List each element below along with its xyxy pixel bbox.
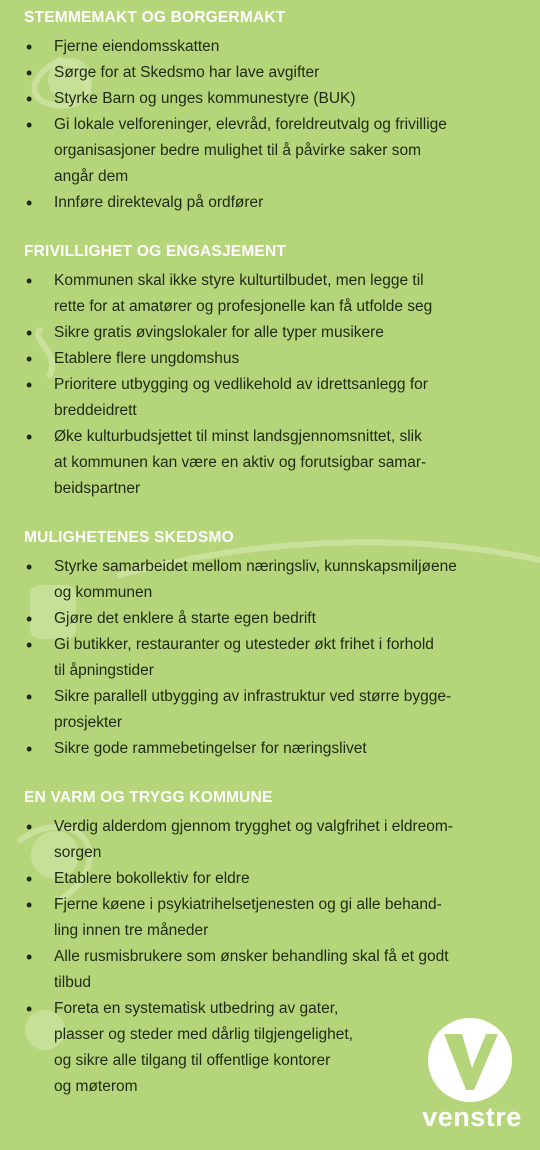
list-item-line: plasser og steder med dårlig tilgjengelighet, — [54, 1026, 353, 1043]
venstre-v-logo-icon — [428, 1018, 512, 1102]
list-item — [24, 320, 516, 346]
list-item-line: • Gi butikker, restauranter og utesteder økt frihet i forhold — [54, 636, 434, 653]
section — [24, 242, 516, 502]
list-item-line: • Øke kulturbudsjettet til minst landsgjennomsnittet, slik — [54, 428, 422, 445]
list-item — [24, 944, 516, 996]
list-item-line: • Styrke Barn og unges kommunestyre (BUK) — [54, 90, 356, 107]
list-item-line: rette for at amatører og profesjonelle kan få utfolde seg — [54, 298, 433, 315]
list-item-line: • Sørge for at Skedsmo har lave avgifter — [54, 64, 320, 81]
list-item-line: • Sikre parallell utbygging av infrastruktur ved større bygge- — [54, 688, 452, 705]
list-item-line: • Gjøre det enklere å starte egen bedrift — [54, 610, 316, 627]
list-item — [24, 554, 516, 606]
list-item-line: sorgen — [54, 844, 102, 861]
section-title: EN VARM OG TRYGG KOMMUNE — [24, 789, 273, 806]
section-title: STEMMEMAKT OG BORGERMAKT — [24, 9, 286, 26]
list-item-line: • Foreta en systematisk utbedring av gater, — [54, 1000, 339, 1017]
list-item — [24, 606, 516, 632]
section-title: MULIGHETENES SKEDSMO — [24, 529, 234, 546]
section — [24, 8, 516, 216]
list-item-line: • Styrke samarbeidet mellom næringsliv, kunnskapsmiljøene — [54, 558, 457, 575]
bullet-list — [24, 268, 516, 502]
list-item-line: • Gi lokale velforeninger, elevråd, foreldreutvalg og frivillige — [54, 116, 447, 133]
list-item-line: • Fjerne køene i psykiatrihelsetjenesten og gi alle behand- — [54, 896, 442, 913]
list-item — [24, 372, 516, 424]
list-item — [24, 346, 516, 372]
list-item-line: • Sikre gratis øvingslokaler for alle typer musikere — [54, 324, 384, 341]
logo-text: venstre — [422, 1102, 522, 1132]
list-item — [24, 632, 516, 684]
list-item-line: • Etablere flere ungdomshus — [54, 350, 240, 367]
list-item — [24, 60, 516, 86]
list-item-line: tilbud — [54, 974, 92, 991]
list-item-line: • Kommunen skal ikke styre kulturtilbudet, men legge til — [54, 272, 424, 289]
bullet-list — [24, 34, 516, 216]
list-item-line: • Fjerne eiendomsskatten — [54, 38, 220, 55]
list-item — [24, 112, 516, 190]
list-item-line: • Prioritere utbygging og vedlikehold av idrettsanlegg for — [54, 376, 428, 393]
section — [24, 528, 516, 762]
list-item-line: • Verdig alderdom gjennom trygghet og valgfrihet i eldreom- — [54, 818, 453, 835]
list-item — [24, 268, 516, 320]
list-item-line: • Alle rusmisbrukere som ønsker behandling skal få et godt — [54, 948, 449, 965]
list-item-line: prosjekter — [54, 714, 123, 731]
list-item-line: til åpningstider — [54, 662, 154, 679]
list-item — [24, 736, 516, 762]
list-item — [24, 86, 516, 112]
list-item-line: organisasjoner bedre mulighet til å påvirke saker som — [54, 142, 422, 159]
list-item-line: beidspartner — [54, 480, 141, 497]
list-item — [24, 424, 516, 502]
list-item — [24, 814, 516, 866]
list-item-line: og kommunen — [54, 584, 153, 601]
list-item-line: angår dem — [54, 168, 129, 185]
list-item-line: breddeidrett — [54, 402, 137, 419]
list-item-line: og sikre alle tilgang til offentlige kontorer — [54, 1052, 331, 1069]
list-item-line: at kommunen kan være en aktiv og forutsigbar samar- — [54, 454, 427, 471]
list-item-line: og møterom — [54, 1078, 138, 1095]
list-item-line: • Etablere bokollektiv for eldre — [54, 870, 250, 887]
bullet-list — [24, 554, 516, 762]
list-item — [24, 684, 516, 736]
list-item — [24, 866, 516, 892]
list-item — [24, 892, 516, 944]
list-item — [24, 34, 516, 60]
section-title: FRIVILLIGHET OG ENGASJEMENT — [24, 243, 287, 260]
venstre-logo — [412, 1018, 532, 1146]
list-item-line: • Sikre gode rammebetingelser for næringslivet — [54, 740, 367, 757]
list-item — [24, 190, 516, 216]
list-item-line: • Innføre direktevalg på ordfører — [54, 194, 264, 211]
list-item-line: ling innen tre måneder — [54, 922, 209, 939]
